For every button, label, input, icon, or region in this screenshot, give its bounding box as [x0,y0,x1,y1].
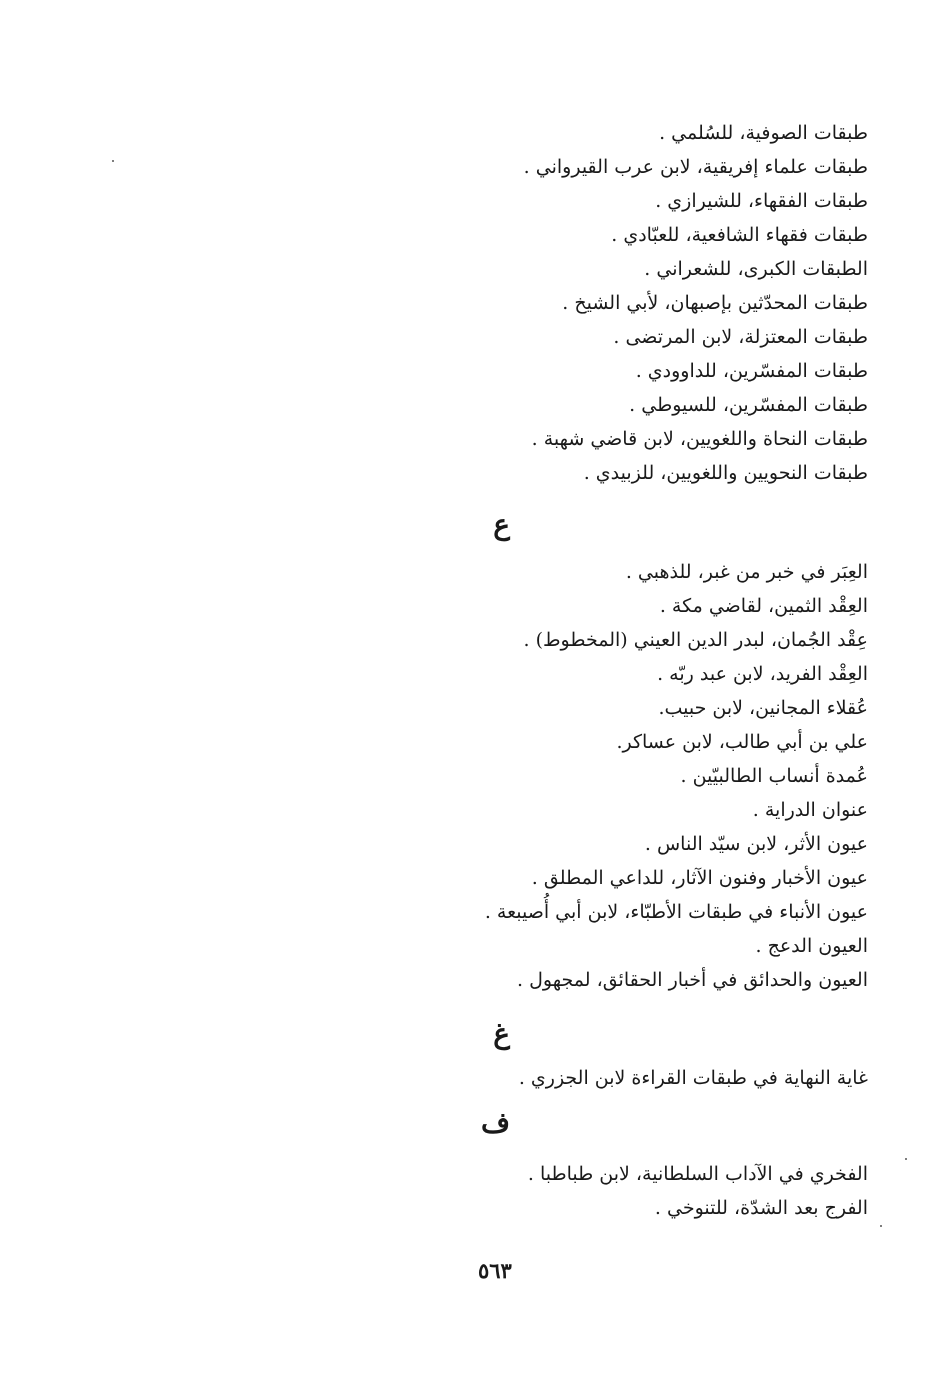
list-item: العِقْد الثمين، لقاضي مكة . [659,595,868,617]
list-item: طبقات فقهاء الشافعية، للعبّادي . [611,224,868,246]
section-ta-continued [428,116,868,490]
list-item: الفخري في الآداب السلطانية، لابن طباطبا . [527,1163,868,1185]
section-ayn [428,555,868,997]
list-item: العيون الدعج . [755,935,868,957]
list-item: طبقات المفسّرين، للسيوطي . [629,394,868,416]
entry-list [428,1157,868,1225]
entry-list [428,116,868,490]
scan-speck [880,1225,882,1227]
scan-speck [905,1158,907,1160]
list-item: طبقات الفقهاء، للشيرازي . [655,190,868,212]
scan-speck [112,160,114,162]
list-item: طبقات علماء إفريقية، لابن عرب القيرواني . [523,156,868,178]
list-item: العِبَر في خبر من غبر، للذهبي . [625,561,868,583]
list-item: طبقات النحاة واللغويين، لابن قاضي شهبة . [531,428,868,450]
section-letter-ayn: ع [493,508,510,541]
entry-list [428,555,868,997]
list-item: غاية النهاية في طبقات القراءة لابن الجزري . [518,1067,868,1089]
list-item: الطبقات الكبرى، للشعراني . [644,258,868,280]
page-number: ٥٦٣ [478,1258,512,1283]
section-fa [428,1157,868,1225]
list-item: عُمدة أنساب الطالبيّين . [680,765,868,787]
entry-list [428,1061,868,1095]
list-item: عُقلاء المجانين، لابن حبيب. [658,697,868,719]
section-letter-ghayn: غ [493,1017,510,1050]
list-item: عيون الأخبار وفنون الآثار، للداعي المطلق . [531,867,868,889]
list-item: طبقات الصوفية، للسُلمي . [659,122,868,144]
list-item: طبقات المفسّرين، للداوودي . [635,360,868,382]
list-item: عيون الأثر، لابن سيّد الناس . [644,833,868,855]
list-item: عِقْد الجُمان، لبدر الدين العيني (المخطوط) . [523,629,868,651]
list-item: علي بن أبي طالب، لابن عساكر. [616,731,868,753]
list-item: عنوان الدراية . [752,799,868,821]
list-item: طبقات المعتزلة، لابن المرتضى . [613,326,868,348]
list-item: العِقْد الفريد، لابن عبد ربّه . [657,663,868,685]
list-item: الفرج بعد الشدّة، للتنوخي . [654,1197,868,1219]
list-item: طبقات النحويين واللغويين، للزبيدي . [583,462,868,484]
section-ghayn [428,1061,868,1095]
list-item: طبقات المحدّثين بإصبهان، لأبي الشيخ . [562,292,868,314]
section-letter-fa: ف [480,1106,510,1139]
list-item: عيون الأنباء في طبقات الأطبّاء، لابن أبي أُصيبعة . [484,901,868,923]
list-item: العيون والحدائق في أخبار الحقائق، لمجهول . [517,969,868,991]
